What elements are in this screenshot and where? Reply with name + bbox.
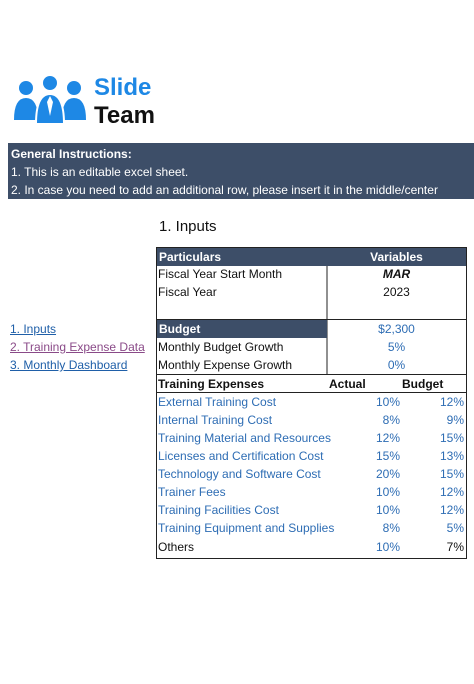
- actual-header: Actual: [329, 377, 366, 391]
- nav-link-monthly-dashboard[interactable]: 3. Monthly Dashboard: [10, 358, 128, 372]
- expense-actual[interactable]: 10%: [375, 395, 400, 409]
- nav-link-inputs[interactable]: 1. Inputs: [10, 322, 57, 336]
- particulars-header-row: [156, 248, 467, 266]
- instructions-title: General Instructions:: [11, 147, 132, 161]
- expense-row: [156, 465, 467, 483]
- nav-link-training-expense-data[interactable]: 2. Training Expense Data: [10, 340, 145, 354]
- training-expenses-header: Training Expenses: [158, 377, 265, 391]
- expense-label: Licenses and Certification Cost: [158, 449, 324, 463]
- fiscal-year-value[interactable]: 2023: [383, 285, 410, 299]
- expense-actual[interactable]: 8%: [382, 413, 400, 427]
- expense-row: [156, 393, 467, 411]
- input-row: [156, 265, 467, 283]
- expense-budget[interactable]: 12%: [439, 485, 464, 499]
- input-row: [156, 283, 467, 301]
- people-icon: [12, 72, 92, 132]
- budget-label: Budget: [157, 320, 327, 338]
- expense-budget[interactable]: 15%: [439, 467, 464, 481]
- expense-actual[interactable]: 15%: [375, 449, 400, 463]
- expense-row: [156, 519, 467, 537]
- expense-label: Training Material and Resources: [158, 431, 331, 445]
- expense-row: [156, 483, 467, 501]
- expense-label: External Training Cost: [158, 395, 277, 409]
- input-label: Fiscal Year: [158, 285, 217, 299]
- growth-row: [156, 338, 467, 356]
- growth-row: [156, 356, 467, 374]
- fiscal-start-month-value[interactable]: MAR: [382, 267, 411, 281]
- general-instructions-banner: [8, 143, 474, 199]
- expense-actual[interactable]: 10%: [375, 503, 400, 517]
- expense-budget[interactable]: 5%: [446, 521, 464, 535]
- monthly-expense-growth-value[interactable]: 0%: [387, 358, 406, 372]
- expense-row: [156, 447, 467, 465]
- expense-actual[interactable]: 10%: [375, 540, 400, 554]
- expense-row: [156, 411, 467, 429]
- budget-row: [156, 320, 467, 338]
- expense-label: Training Facilities Cost: [158, 503, 279, 517]
- expense-budget[interactable]: 7%: [446, 540, 464, 554]
- expense-budget[interactable]: 9%: [446, 413, 464, 427]
- instruction-line-1: 1. This is an editable excel sheet.: [11, 165, 189, 179]
- particulars-header: Particulars: [157, 248, 327, 266]
- expense-label: Internal Training Cost: [158, 413, 273, 427]
- budget-value[interactable]: $2,300: [378, 322, 415, 336]
- expense-row: [156, 429, 467, 447]
- logo-text-slide: Slide: [94, 74, 152, 101]
- input-label: Fiscal Year Start Month: [158, 267, 283, 281]
- sheet-nav-links: [10, 320, 145, 374]
- training-expenses-header-row: [156, 375, 467, 393]
- budget-header: Budget: [402, 377, 444, 391]
- expense-row: [156, 538, 467, 556]
- expense-budget[interactable]: 12%: [439, 503, 464, 517]
- expense-label: Training Equipment and Supplies: [158, 521, 335, 535]
- growth-label: Monthly Budget Growth: [158, 340, 284, 354]
- expense-label: Others: [158, 540, 195, 554]
- expense-budget[interactable]: 13%: [439, 449, 464, 463]
- expense-label: Technology and Software Cost: [158, 467, 321, 481]
- expense-actual[interactable]: 10%: [375, 485, 400, 499]
- growth-label: Monthly Expense Growth: [158, 358, 293, 372]
- section-title: 1. Inputs: [159, 218, 217, 235]
- expense-actual[interactable]: 20%: [375, 467, 400, 481]
- monthly-budget-growth-value[interactable]: 5%: [387, 340, 406, 354]
- logo-text-team: Team: [94, 102, 155, 129]
- expense-budget[interactable]: 15%: [439, 431, 464, 445]
- expense-budget[interactable]: 12%: [439, 395, 464, 409]
- variables-header: Variables: [327, 248, 466, 266]
- slideteam-logo: [12, 72, 162, 132]
- expense-actual[interactable]: 8%: [382, 521, 400, 535]
- expense-row: [156, 501, 467, 519]
- expense-label: Trainer Fees: [158, 485, 226, 499]
- instruction-line-2: 2. In case you need to add an additional row, please insert it in the middle/center: [11, 183, 438, 197]
- expense-actual[interactable]: 12%: [375, 431, 400, 445]
